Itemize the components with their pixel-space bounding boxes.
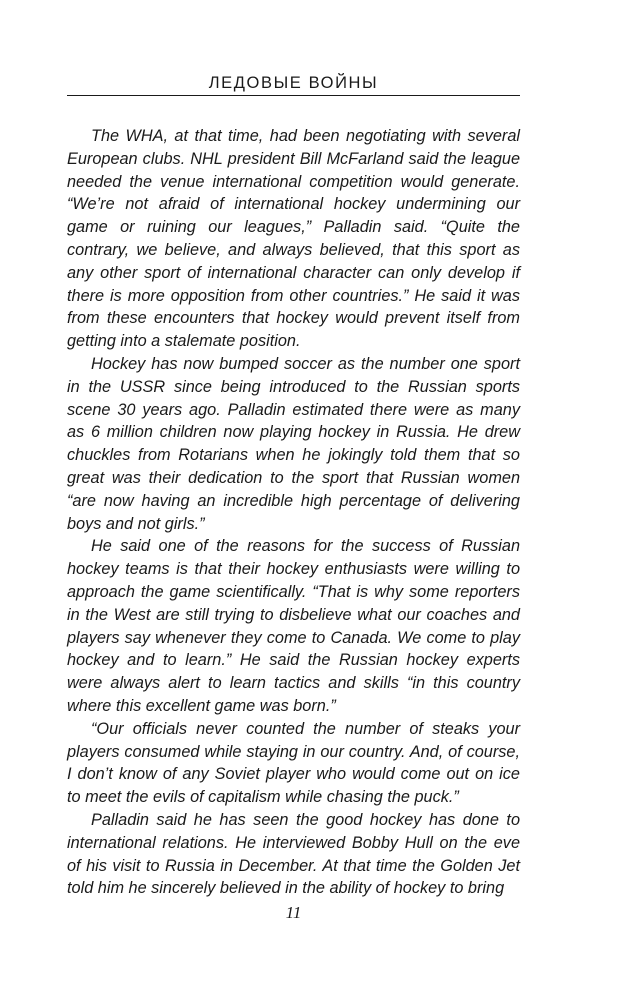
paragraph: The WHA, at that time, had been negotiating with several European clubs. NHL president Bill McFarland said the league needed the venue international competition would generate. “We’re not afraid of international hockey undermining our game or ruining our leagues,” Palladin said. “Quite the contrary, we believe, and always believed, that this sport as any other sport of international character can only develop if there is more opposition from other countries.” He said it was from these encounters that hockey would prevent itself from getting into a stalemate position. bbox=[67, 127, 520, 351]
paragraph: Palladin said he has seen the good hockey has done to international relations. He interviewed Bobby Hull on the eve of his visit to Russia in December. At that time the Golden Jet told him he sincerely believed in the ability of hockey to bring bbox=[67, 810, 520, 898]
body-text bbox=[67, 125, 520, 900]
paragraph: “Our officials never counted the number of steaks your players consumed while staying in our country. And, of course, I don’t know of any Soviet player who would come out on ice to meet the evils of capitalism while chasing the puck.” bbox=[67, 719, 520, 807]
running-header: ЛЕДОВЫЕ ВОЙНЫ bbox=[208, 74, 379, 92]
page-number: 11 bbox=[285, 903, 302, 922]
paragraph: He said one of the reasons for the success of Russian hockey teams is that their hockey enthusiasts were willing to approach the game scientifically. “That is why some reporters in the West are still trying to disbelieve what our coaches and players say whenever they come to Canada. We come to play hockey and to learn.” He said the Russian hockey experts were always alert to learn tactics and skills “in this country where this excellent game was born.” bbox=[67, 537, 520, 715]
header-rule bbox=[67, 95, 520, 96]
paragraph: Hockey has now bumped soccer as the number one sport in the USSR since being introduced to the Russian sports scene 30 years ago. Palladin estimated there were as many as 6 million children now playing hockey in Russia. He drew chuckles from Rotarians when he jokingly told them that so great was their dedication to the sport that Russian women “are now having an incredible high percentage of delivering boys and not girls.” bbox=[67, 354, 520, 533]
